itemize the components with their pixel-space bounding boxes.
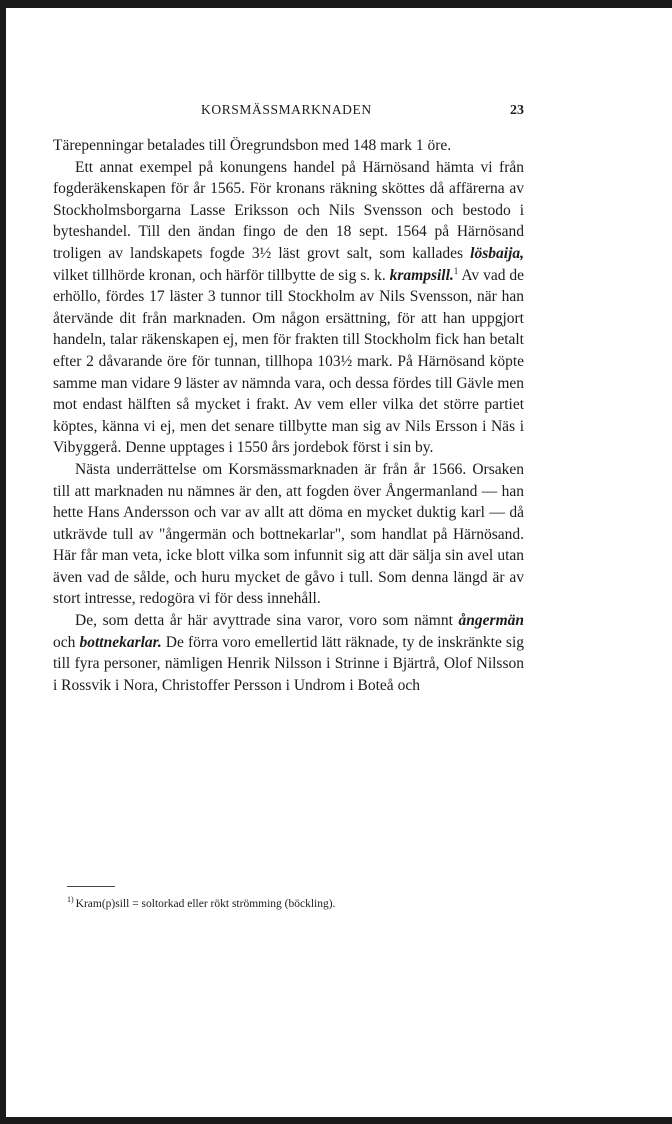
footnote-text: Kram(p)sill = soltorkad eller rökt strömming (böckling). bbox=[75, 897, 336, 910]
paragraph-4 bbox=[53, 610, 524, 696]
term-losbaija: lösbaija, bbox=[470, 244, 524, 262]
running-head bbox=[53, 96, 524, 122]
paragraph-3: Nästa underrättelse om Korsmässmarknaden är från år 1566. Orsaken till att marknaden nu nämnes är den, att fogden över Ångermanland — han hette Hans Andersson och var av allt att döma en mycket duktig karl — då utkrävde tull av "ångermän och bottnekarlar", som handlat på Härnösand. Här får man veta, icke blott vilka som infunnit sig att där sälja sin avel utan även vad de sålde, och huru mycket de gåvo i tull. Som denna längd är av stort intresse, redogöra vi för dess innehåll. bbox=[53, 460, 524, 608]
paragraph-2-part-a: Ett annat exempel på konungens handel på Härnösand hämta vi från fogderäkenskapen för år 1565. För kronans räkning sköttes då affärerna av Stockholmsborgarna Lasse Eriksson och Nils Svensson och bestodo i byteshandel. Till den ändan fingo de den 18 sept. 1564 på Härnösand troligen av landskapets fogde 3½ läst grovt salt, som kallades bbox=[53, 158, 524, 262]
paragraph-2 bbox=[53, 157, 524, 459]
term-bottnekarlar: bottnekarlar. bbox=[79, 633, 162, 651]
paragraph-4-part-b: och bbox=[53, 633, 80, 651]
footnote-divider bbox=[67, 886, 115, 887]
footnote bbox=[53, 892, 524, 912]
paragraph-4-part-a: De, som detta år här avyttrade sina varor, voro som nämnt bbox=[75, 612, 459, 630]
paragraph-2-part-c: Av vad de erhöllo, fördes 17 läster 3 tunnor till Stockholm av Nils Svensson, när han återvände dit från marknaden. Om någon ersättning, för att han uppgjort handeln, talar räkenskapen ej, men för frakten till Stockholm fick han betalt efter 2 dåvarande öre för tunnan, tillhopa 103½ mark. På Härnösand köpte samme man vidare 9 läster av nämnda vara, och dessa fördes till Gävle men mot endast hälften så mycket i frakt. Av vem eller vilka det större partiet köptes, känna vi ej, men det senare tillbytte man sig av Nils Ersson i Näs i Vibyggerå. Denne upptages i 1550 års jordebok först i sin by. bbox=[53, 266, 524, 457]
term-angerman: ångermän bbox=[458, 612, 524, 630]
running-title: KORSMÄSSMARKNADEN bbox=[201, 102, 372, 117]
footnote-marker: 1) bbox=[67, 895, 74, 904]
paragraph-4-part-c: De förra voro emellertid lätt räknade, ty de inskränkte sig till fyra personer, nämligen Henrik Nilsson i Strinne i Bjärtrå, Olof Nilsson i Rossvik i Nora, Christoffer Persson i Undrom i Boteå och bbox=[53, 633, 524, 694]
paragraph-1: Tärepenningar betalades till Öregrundsbon med 148 mark 1 öre. bbox=[53, 137, 452, 154]
paragraph-2-part-b: vilket tillhörde kronan, och härför tillbytte de sig s. k. bbox=[53, 266, 390, 284]
document-page bbox=[6, 8, 672, 1117]
page-number: 23 bbox=[510, 103, 524, 118]
term-krampsill: krampsill. bbox=[389, 266, 454, 284]
footnote-reference: 1 bbox=[453, 265, 459, 276]
body-text bbox=[53, 135, 524, 696]
